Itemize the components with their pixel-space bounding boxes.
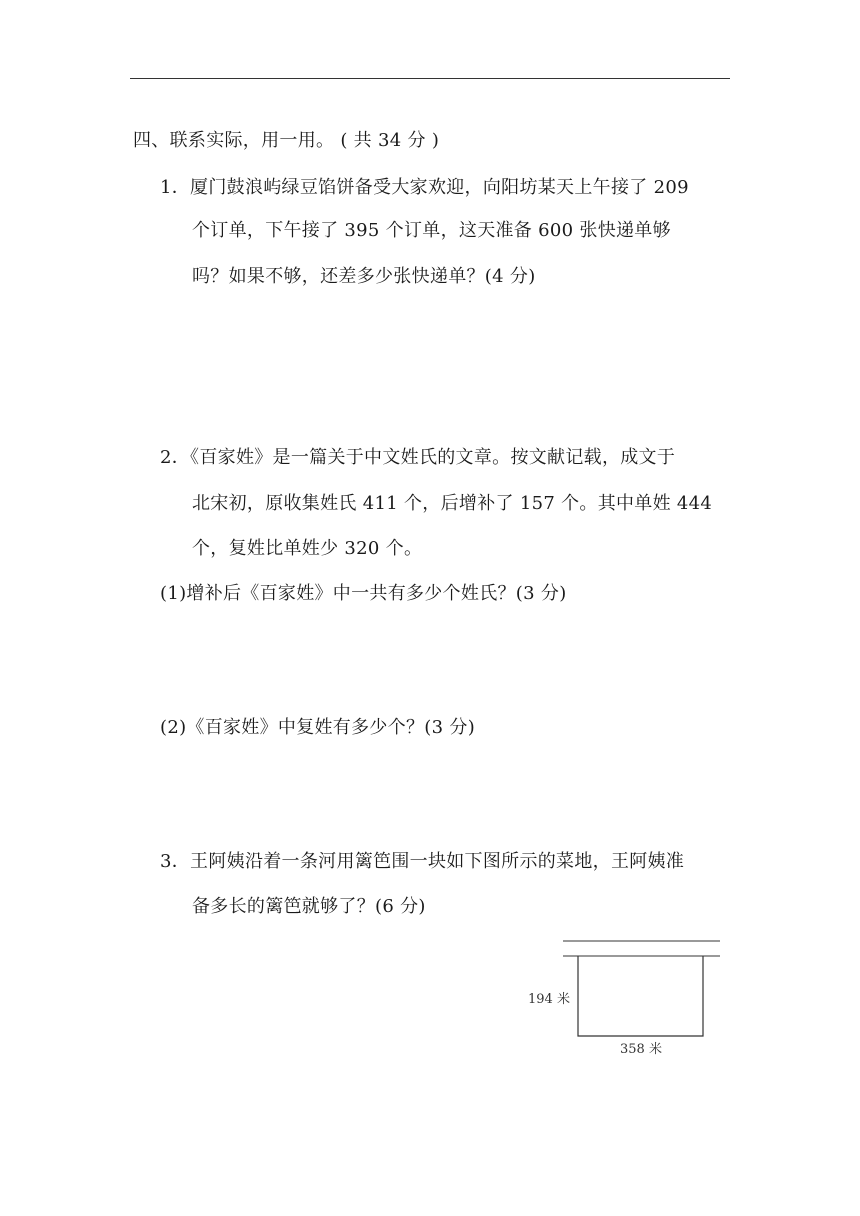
fence-outline: [578, 956, 703, 1036]
question-3-line-1: 3．王阿姨沿着一条河用篱笆围一块如下图所示的菜地，王阿姨准: [160, 851, 685, 872]
question-1-line-3: 吗？如果不够，还差多少张快递单？(4 分): [192, 266, 536, 287]
question-2-line-1: 2．《百家姓》是一篇关于中文姓氏的文章。按文献记载，成文于: [160, 447, 676, 468]
section-heading: 四、联系实际，用一用。 ( 共 34 分 ): [133, 130, 440, 151]
header-rule: [130, 78, 730, 79]
question-3-line-2: 备多长的篱笆就够了？(6 分): [192, 896, 426, 917]
question-2-sub-2: (2)《百家姓》中复姓有多少个？(3 分): [160, 717, 476, 738]
question-2-sub-1: (1)增补后《百家姓》中一共有多少个姓氏？(3 分): [160, 583, 567, 604]
question-2-line-3: 个，复姓比单姓少 320 个。: [192, 538, 423, 559]
width-label: 358 米: [620, 1042, 662, 1057]
vegetable-plot-diagram: [520, 930, 740, 1070]
question-2-line-2: 北宋初，原收集姓氏 411 个，后增补了 157 个。其中单姓 444: [192, 493, 713, 514]
question-1-line-1: 1．厦门鼓浪屿绿豆馅饼备受大家欢迎，向阳坊某天上午接了 209: [160, 177, 689, 198]
vegetable-plot-figure: [520, 930, 740, 1070]
question-1-line-2: 个订单，下午接了 395 个订单，这天准备 600 张快递单够: [192, 220, 671, 241]
height-label: 194 米: [528, 992, 570, 1007]
